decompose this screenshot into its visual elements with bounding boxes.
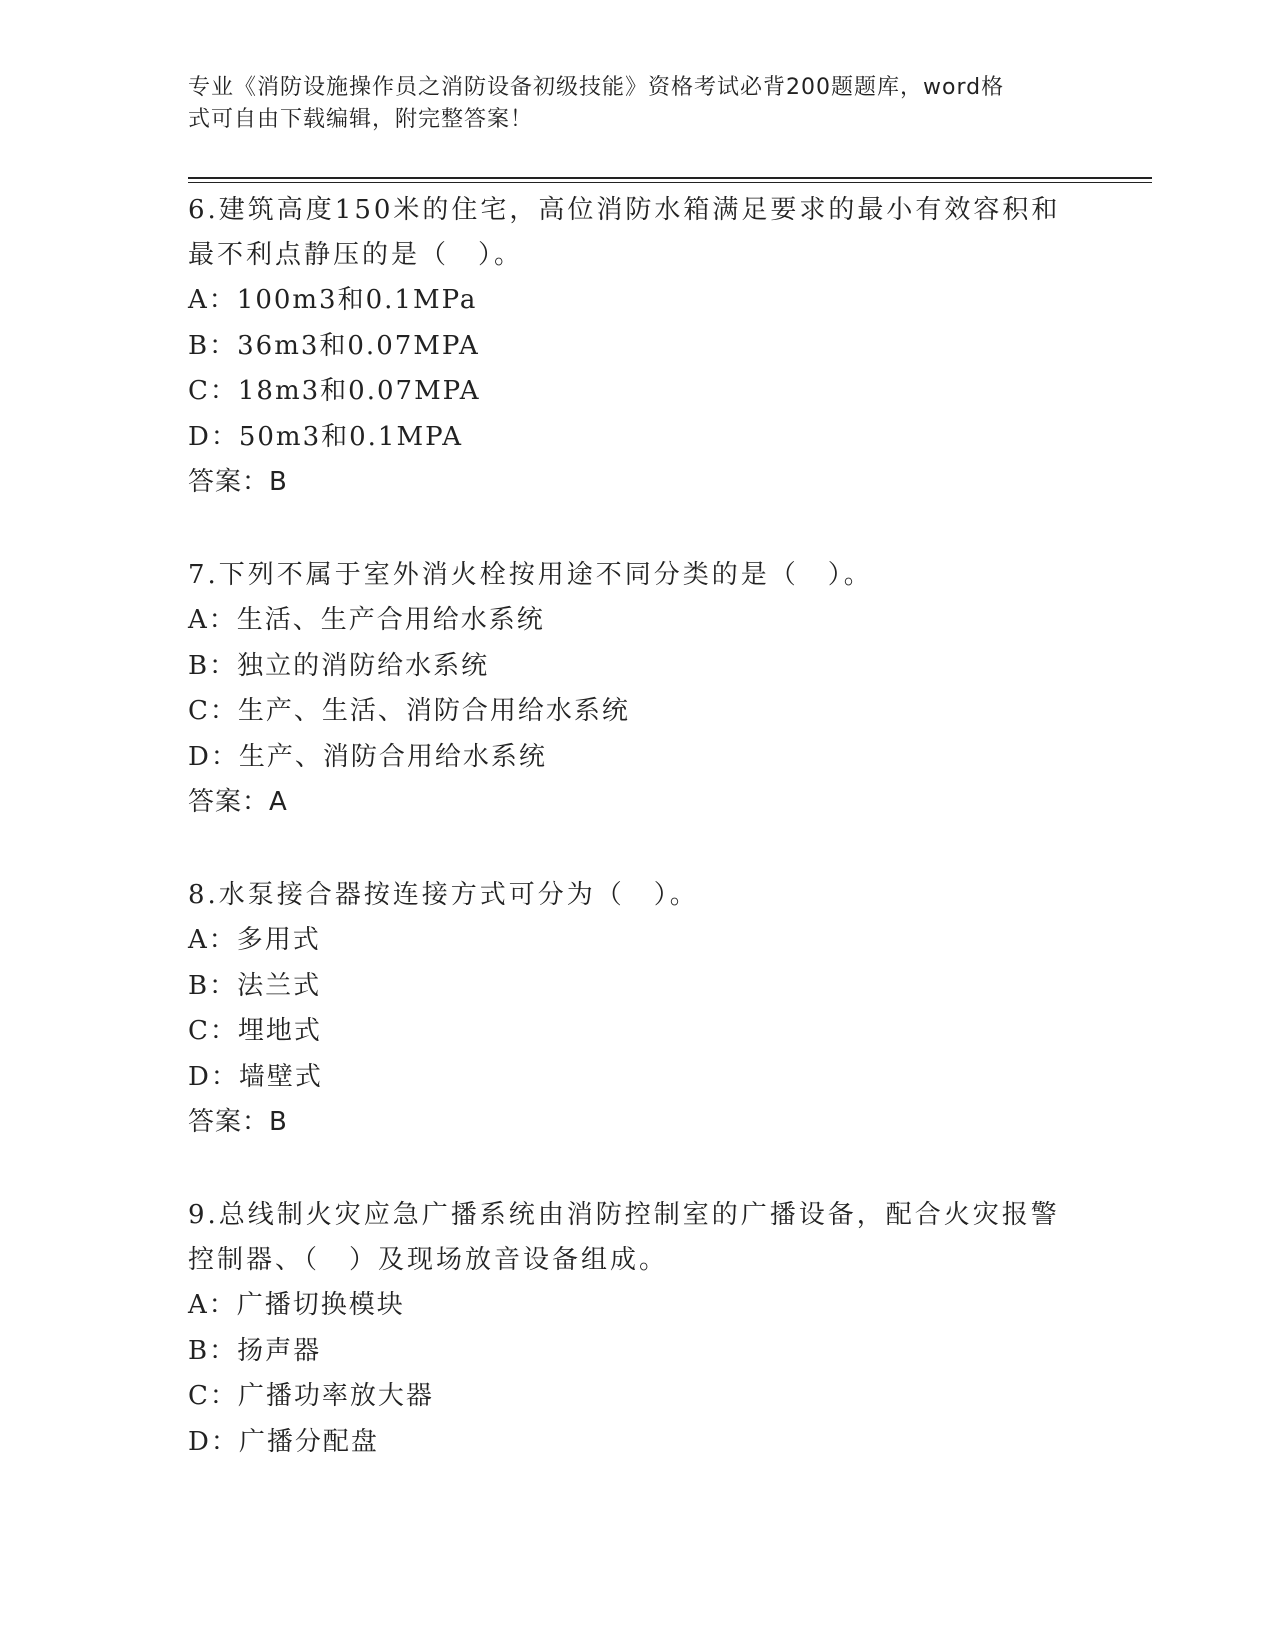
- option-a: A：生活、生产合用给水系统: [188, 605, 545, 635]
- question-7: [188, 553, 1088, 825]
- question-9: [188, 1193, 1088, 1465]
- question-stem-line-1: 8.水泵接合器按连接方式可分为（ ）。: [188, 880, 699, 910]
- option-a: A：广播切换模块: [188, 1290, 405, 1320]
- option-a: A：100m3和0.1MPa: [188, 285, 478, 315]
- option-c: C：生产、生活、消防合用给水系统: [188, 696, 630, 726]
- option-b: B：36m3和0.07MPA: [188, 330, 480, 361]
- question-stem-line-2: 最不利点静压的是（ ）。: [188, 240, 524, 270]
- option-b: B：扬声器: [188, 1335, 322, 1366]
- answer-label: 答案：B: [188, 1107, 288, 1137]
- option-b: B：独立的消防给水系统: [188, 650, 490, 681]
- option-d: D：50m3和0.1MPA: [188, 421, 463, 452]
- question-stem: [188, 188, 1088, 278]
- question-list: [188, 188, 1088, 1465]
- question-spacer: [188, 505, 1088, 553]
- question-stem-line-1: 6.建筑高度150米的住宅，高位消防水箱满足要求的最小有效容积和: [188, 195, 1061, 225]
- option-d: D：墙壁式: [188, 1061, 323, 1092]
- option-b: B：法兰式: [188, 970, 322, 1001]
- header-divider-thin: [188, 182, 1152, 183]
- question-stem: [188, 873, 1088, 918]
- option-a: A：多用式: [188, 925, 321, 955]
- question-stem: [188, 1193, 1088, 1283]
- option-c: C：广播功率放大器: [188, 1381, 434, 1411]
- option-c: C：埋地式: [188, 1016, 322, 1046]
- header-line-1: 专业《消防设施操作员之消防设备初级技能》资格考试必背200题题库，word格: [188, 75, 1005, 100]
- question-spacer: [188, 1145, 1088, 1193]
- question-spacer: [188, 825, 1088, 873]
- answer-label: 答案：A: [188, 787, 288, 817]
- document-header: [188, 72, 1068, 136]
- answer-label: 答案：B: [188, 467, 288, 497]
- option-d: D：广播分配盘: [188, 1426, 379, 1457]
- question-6: [188, 188, 1088, 505]
- option-d: D：生产、消防合用给水系统: [188, 741, 547, 772]
- header-line-2: 式可自由下载编辑，附完整答案！: [188, 107, 534, 132]
- question-stem-line-1: 9.总线制火灾应急广播系统由消防控制室的广播设备，配合火灾报警: [188, 1200, 1060, 1230]
- question-stem-line-1: 7.下列不属于室外消火栓按用途不同分类的是（ ）。: [188, 560, 873, 590]
- header-divider-thick: [188, 177, 1152, 179]
- question-8: [188, 873, 1088, 1145]
- option-c: C：18m3和0.07MPA: [188, 376, 481, 406]
- question-stem: [188, 553, 1088, 598]
- question-stem-line-2: 控制器、（ ）及现场放音设备组成。: [188, 1245, 669, 1275]
